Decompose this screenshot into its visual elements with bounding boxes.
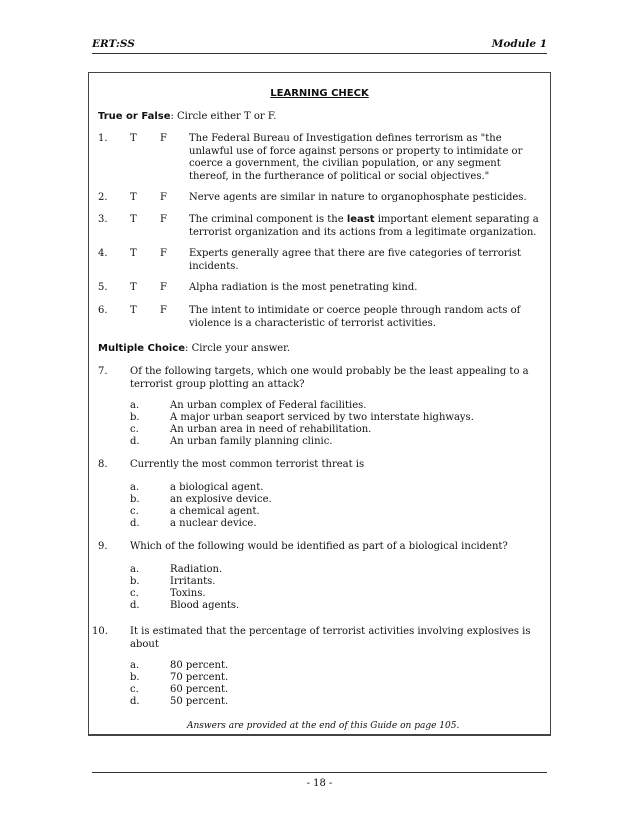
tf-statement: Alpha radiation is the most penetrating kind. <box>189 282 418 293</box>
multiple-choice-heading <box>98 343 290 354</box>
mc-option-letter[interactable]: d. <box>130 696 140 707</box>
tf-false-option[interactable]: F <box>160 214 167 225</box>
mc-number: 7. <box>98 366 108 377</box>
mc-question: Which of the following would be identified as part of a biological incident? <box>130 541 508 552</box>
tf-false-option[interactable]: F <box>160 305 167 316</box>
page-number: - 18 - <box>306 778 333 789</box>
mc-option-text: An urban family planning clinic. <box>170 436 333 447</box>
mc-option-letter[interactable]: b. <box>130 412 140 423</box>
mc-option-text: Toxins. <box>170 588 206 599</box>
header-course: ERT:SS <box>92 38 135 50</box>
true-false-heading <box>98 111 276 122</box>
mc-option-text: Blood agents. <box>170 600 240 611</box>
mc-option-letter[interactable]: b. <box>130 494 140 505</box>
tf-true-option[interactable]: T <box>130 133 137 144</box>
tf-true-option[interactable]: T <box>130 192 137 203</box>
mc-question: Currently the most common terrorist threat is <box>130 459 365 470</box>
mc-option-text: a biological agent. <box>170 482 264 493</box>
mc-option-text: an explosive device. <box>170 494 272 505</box>
mc-option-text: A major urban seaport serviced by two interstate highways. <box>170 412 474 423</box>
multiple-choice-instruction: : Circle your answer. <box>185 343 291 354</box>
mc-option-text: An urban area in need of rehabilitation. <box>170 424 372 435</box>
box-bottom-rule <box>88 734 551 735</box>
mc-option-text: 60 percent. <box>170 684 229 695</box>
tf-statement: The intent to intimidate or coerce people through random acts of violence is a characteristic of terrorist activities. <box>189 305 521 329</box>
tf-false-option[interactable]: F <box>160 248 167 259</box>
mc-option-letter[interactable]: b. <box>130 576 140 587</box>
mc-option-letter[interactable]: a. <box>130 660 140 671</box>
tf-true-option[interactable]: T <box>130 305 137 316</box>
mc-option-text: 70 percent. <box>170 672 229 683</box>
mc-option-letter[interactable]: a. <box>130 482 140 493</box>
mc-option-letter[interactable]: c. <box>130 588 139 599</box>
tf-number: 4. <box>98 248 108 259</box>
mc-option-text: 50 percent. <box>170 696 229 707</box>
mc-option-letter[interactable]: a. <box>130 564 140 575</box>
tf-number: 3. <box>98 214 108 225</box>
tf-statement <box>189 214 541 239</box>
mc-option-text: a nuclear device. <box>170 518 257 529</box>
tf-statement-emphasis: least <box>346 214 375 225</box>
section-title: LEARNING CHECK <box>270 88 369 99</box>
true-false-label: True or False <box>98 111 171 122</box>
mc-option-letter[interactable]: c. <box>130 684 139 695</box>
header-module: Module 1 <box>491 38 547 50</box>
mc-option-letter[interactable]: a. <box>130 400 140 411</box>
multiple-choice-label: Multiple Choice <box>98 343 186 354</box>
mc-option-text: An urban complex of Federal facilities. <box>170 400 367 411</box>
mc-option-letter[interactable]: c. <box>130 506 139 517</box>
tf-statement: Nerve agents are similar in nature to organophosphate pesticides. <box>189 192 527 203</box>
tf-statement: Experts generally agree that there are five categories of terrorist incidents. <box>189 248 521 272</box>
tf-number: 6. <box>98 305 108 316</box>
tf-true-option[interactable]: T <box>130 248 137 259</box>
tf-number: 2. <box>98 192 108 203</box>
tf-false-option[interactable]: F <box>160 133 167 144</box>
true-false-instruction: : Circle either T or F. <box>170 111 277 122</box>
footer-rule <box>92 772 547 773</box>
header-rule <box>92 53 547 54</box>
mc-option-text: Irritants. <box>170 576 216 587</box>
tf-statement-part: The criminal component is the <box>189 214 347 225</box>
mc-option-text: a chemical agent. <box>170 506 260 517</box>
tf-false-option[interactable]: F <box>160 192 167 203</box>
tf-false-option[interactable]: F <box>160 282 167 293</box>
mc-option-text: Radiation. <box>170 564 223 575</box>
mc-question: Of the following targets, which one would probably be the least appealing to a terrorist group plotting an attack? <box>130 366 529 390</box>
mc-number: 10. <box>92 626 108 637</box>
tf-number: 5. <box>98 282 108 293</box>
mc-number: 8. <box>98 459 108 470</box>
mc-option-letter[interactable]: d. <box>130 436 140 447</box>
mc-option-text: 80 percent. <box>170 660 229 671</box>
tf-statement: The Federal Bureau of Investigation defines terrorism as "the unlawful use of force against persons or property to intimidate or coerce a government, the civilian population, or any segment thereof, in the furtherance of political or social objectives." <box>189 133 523 182</box>
tf-number: 1. <box>98 133 108 144</box>
mc-option-letter[interactable]: d. <box>130 600 140 611</box>
tf-true-option[interactable]: T <box>130 214 137 225</box>
mc-option-letter[interactable]: c. <box>130 424 139 435</box>
mc-option-letter[interactable]: d. <box>130 518 140 529</box>
page-header <box>92 38 547 52</box>
tf-statement-part: important element separating a terrorist organization and its actions from a legitimate organization. <box>189 214 539 238</box>
mc-option-letter[interactable]: b. <box>130 672 140 683</box>
mc-number: 9. <box>98 541 108 552</box>
answers-note: Answers are provided at the end of this Guide on page 105. <box>187 721 460 731</box>
tf-true-option[interactable]: T <box>130 282 137 293</box>
mc-question: It is estimated that the percentage of terrorist activities involving explosives is about <box>130 626 531 650</box>
